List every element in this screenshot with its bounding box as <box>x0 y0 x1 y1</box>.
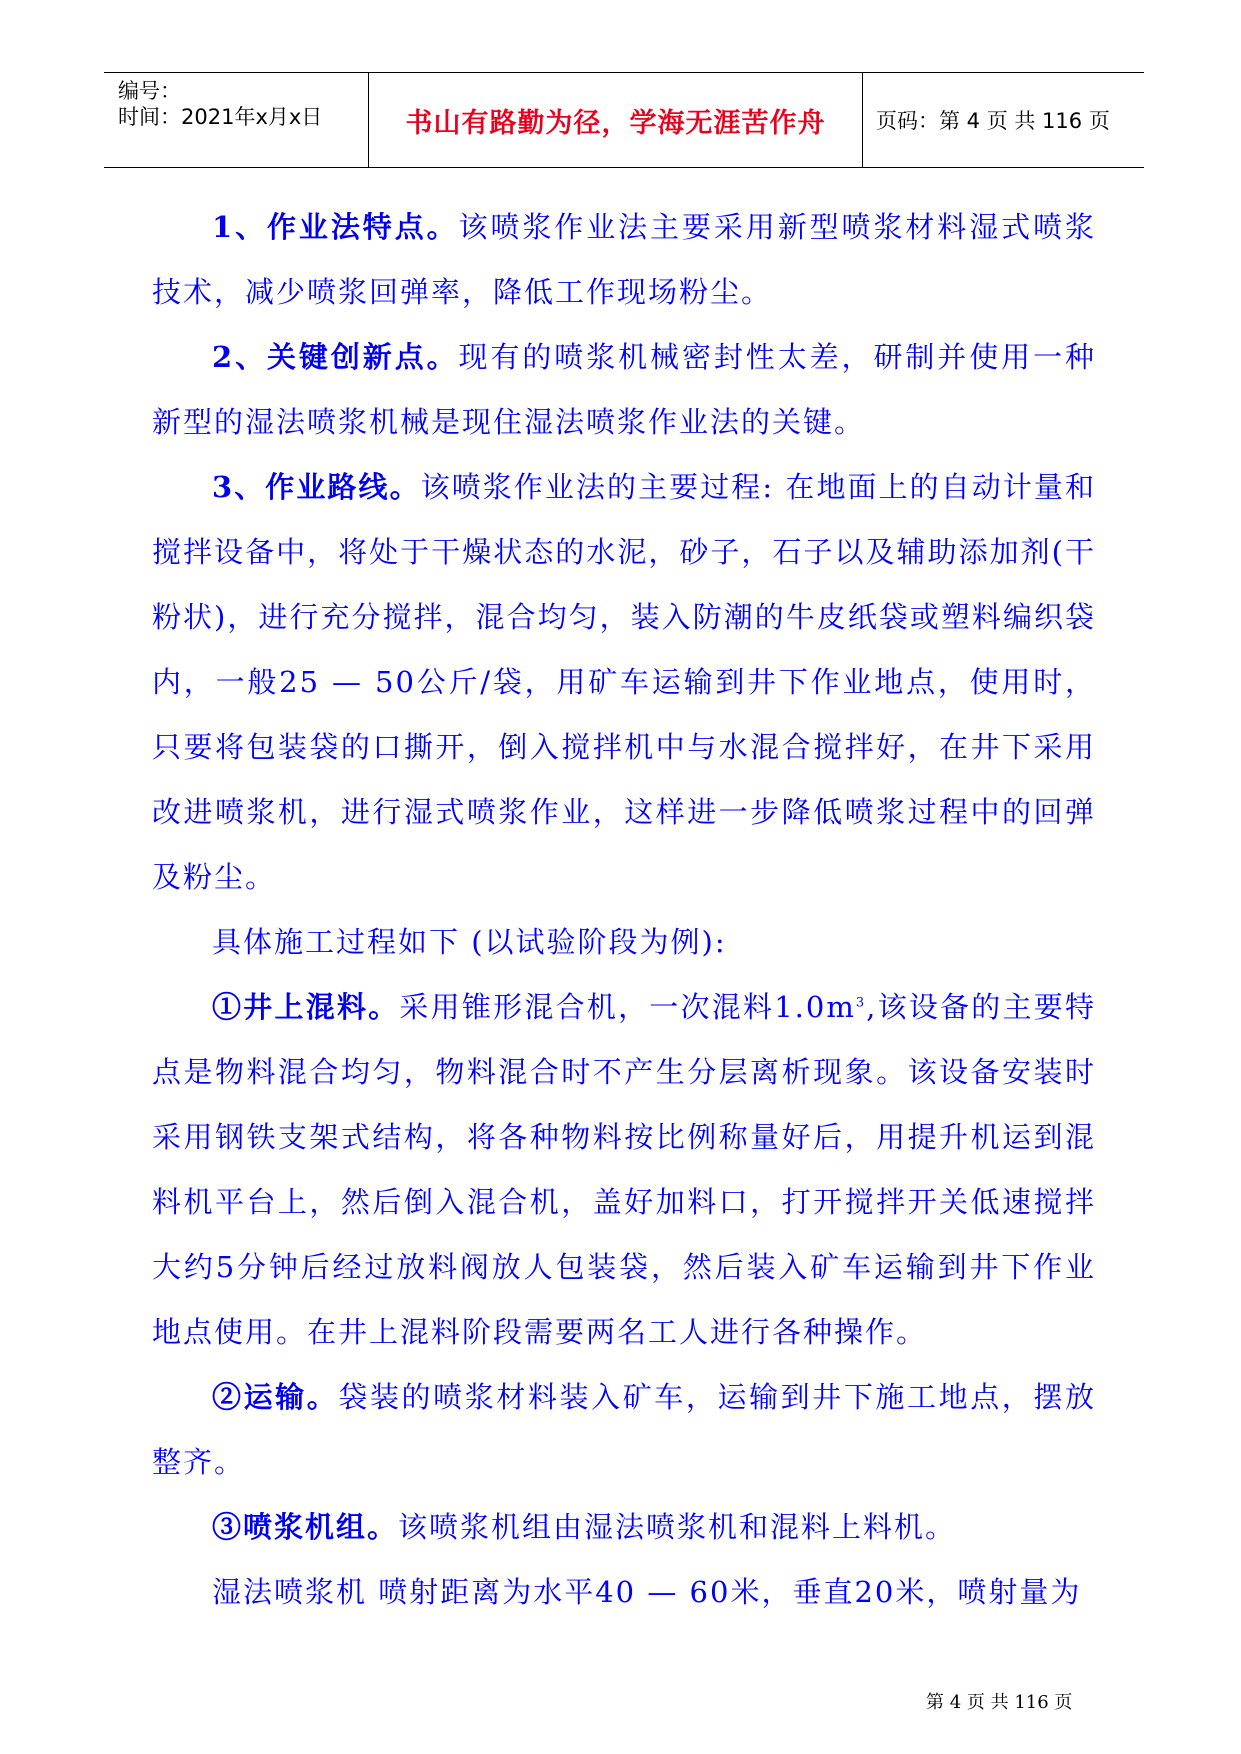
paragraph-transport <box>152 1365 1096 1495</box>
superscript: 3 <box>855 995 867 1011</box>
paragraph-heading: ③喷浆机组。 <box>212 1510 399 1544</box>
paragraph-heading: ②运输。 <box>212 1380 339 1414</box>
paragraph-heading: ①井上混料。 <box>212 990 400 1024</box>
paragraph-heading: 2、关键创新点。 <box>212 340 459 374</box>
paragraph-route <box>152 455 1096 910</box>
document-body <box>152 195 1096 1625</box>
paragraph-machine-set <box>152 1495 1096 1560</box>
paragraph-text: 该喷浆机组由湿法喷浆机和混料上料机。 <box>398 1510 957 1544</box>
paragraph-heading: 1、作业法特点。 <box>212 210 459 244</box>
paragraph-text-cont: ,该设备的主要特点是物料混合均匀，物料混合时不产生分层离析现象。该设备安装时采用钢铁支架式结构，将各种物料按比例称量好后，用提升机运到混料机平台上，然后倒入混合机，盖好加料口，打开搅拌开关低速搅拌大约5分钟后经过放料阀放人包装袋，然后装入矿车运输到井下作业地点使用。在井上混料阶段需要两名工人进行各种操作。 <box>152 990 1096 1349</box>
paragraph-mixing <box>152 975 1096 1365</box>
paragraph-innovation <box>152 325 1096 455</box>
paragraph-text: 具体施工过程如下 (以试验阶段为例): <box>212 925 727 959</box>
paragraph-text: 湿法喷浆机 喷射距离为水平40 — 60米，垂直20米，喷射量为 <box>212 1575 1082 1609</box>
motto-text: 书山有路勤为径，学海无涯苦作舟 <box>405 107 826 139</box>
document-time-label: 时间：2021年x月x日 <box>118 105 323 129</box>
paragraph-text: 该喷浆作业法的主要过程: 在地面上的自动计量和搅拌设备中，将处于干燥状态的水泥，砂子，石子以及辅助添加剂(干粉状)，进行充分搅拌，混合均匀，装入防潮的牛皮纸袋或塑料编织袋内，一般25 — 50公斤/袋，用矿车运输到井下作业地点，使用时，只要将包装袋的口撕开，倒入搅拌机中与水混合搅拌好，在井下采用改进喷浆机，进行湿式喷浆作业，这样进一步降低喷浆过程中的回弹及粉尘。 <box>152 470 1096 894</box>
document-code-label: 编号： <box>118 79 181 103</box>
header-motto-cell <box>369 73 863 167</box>
paragraph-text: 现有的喷浆机械密封性太差，研制并使用一种新型的湿法喷浆机械是现住湿法喷浆作业法的关键。 <box>152 340 1096 439</box>
paragraph-heading: 3、作业路线。 <box>212 470 421 504</box>
paragraph-wet-sprayer <box>152 1560 1096 1625</box>
paragraph-features <box>152 195 1096 325</box>
paragraph-text: 该喷浆作业法主要采用新型喷浆材料湿式喷浆技术，减少喷浆回弹率，降低工作现场粉尘。 <box>152 210 1096 309</box>
paragraph-text: 袋装的喷浆材料装入矿车，运输到井下施工地点，摆放整齐。 <box>152 1380 1096 1479</box>
paragraph-process-intro <box>152 910 1096 975</box>
page-footer: 第 4 页 共 116 页 <box>926 1692 1073 1713</box>
header-meta-cell <box>104 73 369 167</box>
header-page-info: 页码：第 4 页 共 116 页 <box>876 109 1110 133</box>
header-page-cell <box>864 73 1144 167</box>
paragraph-text: 采用锥形混合机，一次混料1.0m <box>399 990 856 1024</box>
page-header <box>104 72 1144 168</box>
